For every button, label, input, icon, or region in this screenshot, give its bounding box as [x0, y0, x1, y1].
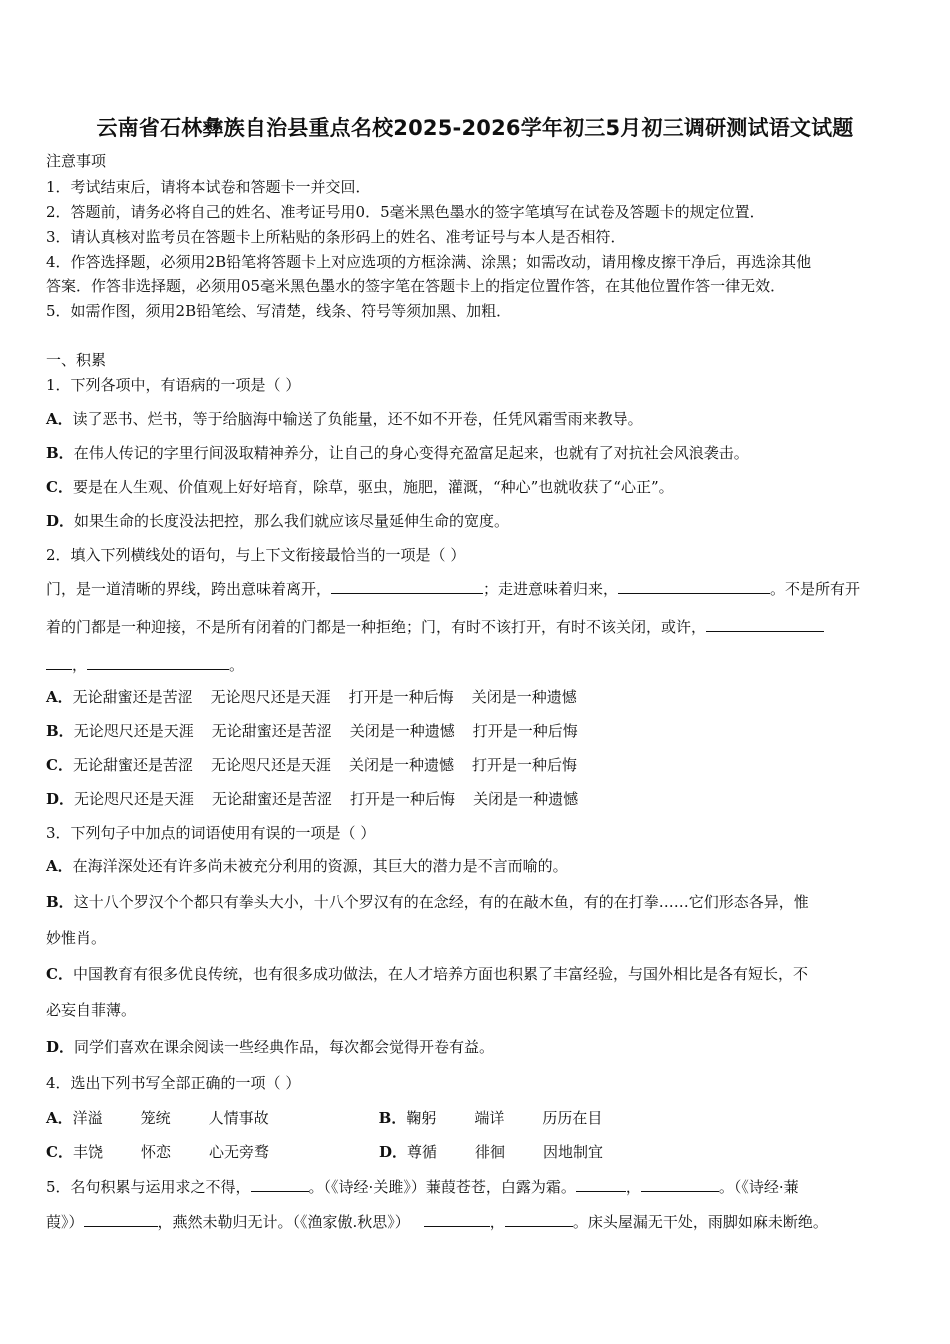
answer-blank[interactable]: [706, 617, 824, 632]
option-word: 洋溢: [72, 1109, 103, 1127]
option-label: C．: [46, 478, 73, 496]
answer-blank[interactable]: [46, 655, 72, 670]
passage-text: 。（《诗经·关雎》）蒹葭苍苍，: [308, 1178, 501, 1196]
option-word: 心无旁骛: [208, 1143, 269, 1161]
option-text: 在海洋深处还有许多尚未被充分利用的资源，其巨大的潜力是不言而喻的。: [72, 857, 568, 875]
option-label: B．: [46, 722, 74, 740]
option-label: B．: [378, 1109, 407, 1127]
q3-option-d: [46, 1037, 494, 1057]
option-label: A．: [46, 857, 73, 875]
answer-blank[interactable]: [331, 579, 483, 594]
q4-option-a: [46, 1108, 602, 1128]
option-label: B．: [46, 893, 74, 911]
option-label: A．: [46, 410, 73, 428]
section-heading: 一、积累: [46, 351, 107, 369]
q2-option-b: [46, 721, 578, 741]
option-text: 中国教育有很多优良传统，也有很多成功做法，在人才培养方面也积累了丰富经验，与国外相比是各有短长，不: [72, 965, 808, 983]
passage-text: 葭》）: [46, 1213, 84, 1231]
q2-option-a: [46, 687, 577, 707]
option-label: C．: [46, 1143, 73, 1161]
option-phrase: 无论甜蜜还是苦涩: [72, 688, 193, 706]
question-1-stem: 1．下列各项中，有语病的一项是（ ）: [46, 376, 301, 394]
answer-blank[interactable]: [424, 1212, 490, 1227]
option-text: 在伟人传记的字里行间汲取精神养分，让自己的身心变得充盈富足起来，也就有了对抗社会风浪袭击。: [73, 444, 749, 462]
answer-blank[interactable]: [87, 655, 229, 670]
option-word: 因地制宜: [542, 1143, 603, 1161]
option-phrase: 无论甜蜜还是苦涩: [72, 756, 193, 774]
option-label: D．: [46, 1038, 75, 1056]
question-4-stem: 4．选出下列书写全部正确的一项（ ）: [46, 1074, 301, 1092]
q2-option-c: [46, 755, 577, 775]
option-phrase: 打开是一种后悔: [348, 688, 454, 706]
option-word: 鞠躬: [406, 1109, 437, 1127]
answer-blank[interactable]: [84, 1212, 158, 1227]
passage-text: ，: [489, 1213, 505, 1231]
q1-option-a: [46, 409, 643, 429]
q3-option-b: [46, 892, 809, 912]
option-label: A．: [46, 688, 73, 706]
q1-option-b: [46, 443, 749, 463]
q1-option-c: [46, 477, 674, 497]
notice-item: 答案．作答非选择题，必须用05毫米黑色墨水的签字笔在答题卡上的指定位置作答，在其他位置作答一律无效．: [46, 277, 786, 295]
option-phrase: 打开是一种后悔: [472, 722, 578, 740]
option-phrase: 关闭是一种遗憾: [473, 790, 579, 808]
q3-option-b-cont: 妙惟肖。: [46, 929, 107, 947]
option-phrase: 关闭是一种遗憾: [349, 722, 455, 740]
notice-item: 5．如需作图，须用2B铅笔绘、写清楚，线条、符号等须加黑、加粗．: [46, 302, 512, 320]
passage-text: ，燕然未勒归无计。（《渔家傲.秋思》）: [157, 1213, 410, 1231]
answer-blank[interactable]: [576, 1177, 626, 1192]
option-label: C．: [46, 965, 73, 983]
passage-text: 门，是一道清晰的界线，跨出意味着离开，: [46, 580, 332, 598]
notice-heading: 注意事项: [46, 152, 107, 170]
answer-blank[interactable]: [251, 1177, 309, 1192]
option-label: B．: [46, 444, 74, 462]
option-word: 怀恋: [140, 1143, 171, 1161]
option-label: D．: [46, 512, 75, 530]
option-word: 笼统: [140, 1109, 171, 1127]
q2-option-d: [46, 789, 578, 809]
option-word: 端详: [474, 1109, 505, 1127]
q2-passage-line: [46, 579, 860, 599]
option-phrase: 无论咫尺还是天涯: [73, 722, 194, 740]
passage-text: ，: [72, 656, 88, 674]
q2-passage-line: [46, 617, 824, 637]
passage-text: ，: [625, 1178, 641, 1196]
option-phrase: 打开是一种后悔: [350, 790, 456, 808]
page-title: 云南省石林彝族自治县重点名校2025-2026学年初三5月初三调研测试语文试题: [96, 116, 854, 140]
q3-option-c: [46, 964, 808, 984]
q1-option-d: [46, 511, 509, 531]
option-word: 徘徊: [474, 1143, 505, 1161]
option-phrase: 无论咫尺还是天涯: [74, 790, 195, 808]
answer-blank[interactable]: [641, 1177, 719, 1192]
q2-passage-line: [46, 655, 244, 675]
option-text: 这十八个罗汉个个都只有拳头大小，十八个罗汉有的在念经，有的在敲木鱼，有的在打拳……它们形态各异，惟: [73, 893, 809, 911]
option-phrase: 无论咫尺还是天涯: [210, 688, 331, 706]
option-label: D．: [46, 790, 75, 808]
question-5-line: [46, 1177, 799, 1197]
question-3-stem: 3．下列句子中加点的词语使用有误的一项是（ ）: [46, 824, 376, 842]
passage-text: ；走进意味着归来，: [483, 580, 619, 598]
answer-blank[interactable]: [618, 579, 770, 594]
option-phrase: 无论甜蜜还是苦涩: [211, 722, 332, 740]
passage-text: 白露为霜。: [500, 1178, 576, 1196]
passage-text: 。: [229, 656, 245, 674]
option-phrase: 关闭是一种遗憾: [348, 756, 454, 774]
option-phrase: 无论甜蜜还是苦涩: [212, 790, 333, 808]
option-text: 同学们喜欢在课余阅读一些经典作品，每次都会觉得开卷有益。: [74, 1038, 495, 1056]
q3-option-c-cont: 必妄自菲薄。: [46, 1001, 137, 1019]
option-word: 人情事故: [208, 1109, 269, 1127]
notice-item: 1．考试结束后，请将本试卷和答题卡一并交回．: [46, 178, 371, 196]
passage-text: 。（《诗经·蒹: [718, 1178, 799, 1196]
passage-text: 。不是所有开: [770, 580, 861, 598]
notice-item: 2．答题前，请务必将自己的姓名、准考证号用0．5毫米黑色墨水的签字笔填写在试卷及答题卡的规定位置．: [46, 203, 765, 221]
option-label: D．: [378, 1143, 407, 1161]
passage-text: 着的门都是一种迎接，不是所有闭着的门都是一种拒绝；门，有时不该打开，有时不该关闭，或许，: [46, 618, 707, 636]
q4-option-c: [46, 1142, 603, 1162]
option-label: C．: [46, 756, 73, 774]
option-phrase: 关闭是一种遗憾: [471, 688, 577, 706]
option-word: 历历在目: [542, 1109, 603, 1127]
option-text: 要是在人生观、价值观上好好培育，除草，驱虫，施肥，灌溉，“种心”也就收获了“心正”。: [72, 478, 674, 496]
notice-item: 3．请认真核对监考员在答题卡上所粘贴的条形码上的姓名、准考证号与本人是否相符．: [46, 228, 626, 246]
option-label: A．: [46, 1109, 73, 1127]
question-2-stem: 2．填入下列横线处的语句，与上下文衔接最恰当的一项是（ ）: [46, 546, 466, 564]
passage-text: 5．名句积累与运用求之不得，: [46, 1178, 251, 1196]
notice-item: 4．作答选择题，必须用2B铅笔将答题卡上对应选项的方框涂满、涂黑；如需改动，请用橡皮擦干净后，再选涂其他: [46, 253, 812, 271]
option-phrase: 无论咫尺还是天涯: [210, 756, 331, 774]
passage-text: 。床头屋漏无干处，雨脚如麻未断绝。: [572, 1213, 828, 1231]
answer-blank[interactable]: [505, 1212, 573, 1227]
q3-option-a: [46, 856, 568, 876]
option-text: 读了恶书、烂书，等于给脑海中输送了负能量，还不如不开卷，任凭风霜雪雨来教导。: [72, 410, 643, 428]
option-word: 尊循: [406, 1143, 437, 1161]
question-5-line: [46, 1212, 828, 1232]
option-phrase: 打开是一种后悔: [472, 756, 578, 774]
option-word: 丰饶: [72, 1143, 103, 1161]
option-text: 如果生命的长度没法把控，那么我们就应该尽量延伸生命的宽度。: [74, 512, 510, 530]
